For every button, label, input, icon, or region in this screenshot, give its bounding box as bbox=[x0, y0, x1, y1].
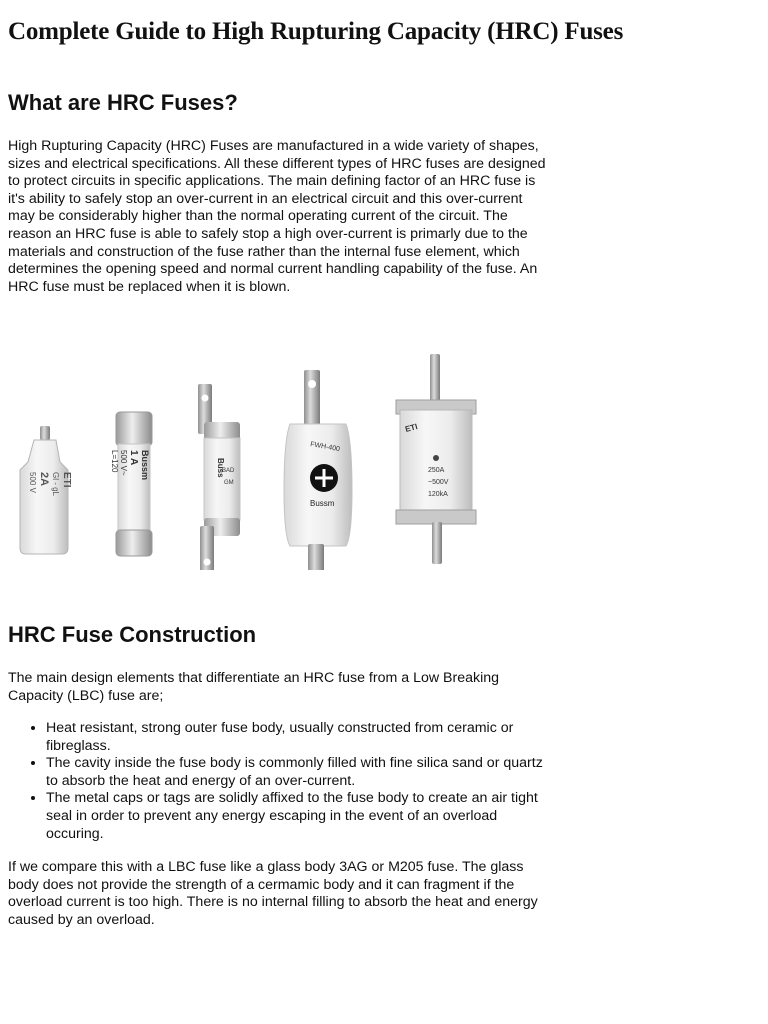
list-item: • Heat resistant, strong outer fuse body, usually constructed from ceramic or fibreglass. bbox=[46, 720, 556, 755]
fuse-label: L=120 bbox=[110, 450, 119, 473]
fuse-label: 2A bbox=[38, 472, 50, 487]
fuse-illustration bbox=[8, 340, 568, 570]
fuse-label: 250A bbox=[428, 467, 445, 474]
fuse-label: 500 V~ bbox=[119, 450, 128, 476]
construction-closing-paragraph: If we compare this with a LBC fuse like a glass body 3AG or M205 fuse. The glass body does not provide the strength of a cermamic body and it can fragment if the overload current is too high. There is no internal filling to absorb the heat and energy caused by an overload. bbox=[8, 859, 538, 928]
fuse-label: Gl - gL bbox=[51, 472, 60, 497]
list-item: • The metal caps or tags are solidly affixed to the fuse body to create an air tight seal in order to prevent any energy escaping in the event of an overload occuring. bbox=[46, 790, 556, 843]
construction-intro: The main design elements that differentiate an HRC fuse from a Low Breaking Capacity (LBC) fuse are; bbox=[8, 670, 500, 704]
list-item: • The cavity inside the fuse body is commonly filled with fine silica sand or quartz to absorb the heat and energy of an over-current. bbox=[46, 755, 556, 790]
section-heading-what-are-hrc-fuses: What are HRC Fuses? bbox=[8, 90, 238, 115]
document-title: Complete Guide to High Rupturing Capacity (HRC) Fuses bbox=[8, 18, 624, 45]
fuse-label: Bussm bbox=[140, 450, 150, 481]
fuse-label: ETI bbox=[404, 422, 419, 434]
bottle-fuse bbox=[20, 426, 72, 554]
section-heading-construction: HRC Fuse Construction bbox=[8, 622, 257, 647]
fuse-label: Buss bbox=[216, 458, 225, 478]
fuse-label: BAD bbox=[222, 468, 235, 474]
fuse-types-figure bbox=[8, 340, 568, 575]
fuse-label: 120kA bbox=[428, 491, 448, 498]
fuse-label: ~500V bbox=[428, 479, 449, 486]
cartridge-fuse bbox=[110, 412, 152, 556]
tagged-fuse bbox=[198, 384, 240, 570]
fuse-label: 500 V bbox=[28, 472, 37, 493]
fuse-label: FWH-400 bbox=[309, 441, 341, 454]
bolted-fuse bbox=[284, 370, 352, 570]
nh-fuse bbox=[396, 354, 476, 564]
section-paragraph-intro: High Rupturing Capacity (HRC) Fuses are manufactured in a wide variety of shapes, sizes and electrical specifications. All these different types of HRC fuses are designed to protect circuits in specific applications. The main defining factor of an HRC fuse is it's ability to safely stop an over-current in an electrical circuit and this over-current may be considerably higher than the normal operating current of the circuit. The reason an HRC fuse is able to safely stop a high over-current is primarly due to the materials and construction of the fuse rather than the internal fuse element, which determines the opening speed and normal current handling capability of the fuse. An HRC fuse must be replaced when it is blown. bbox=[8, 138, 546, 295]
fuse-label: ETI bbox=[61, 472, 72, 488]
fuse-label: GM bbox=[224, 480, 234, 486]
fuse-label: Bussm bbox=[310, 499, 335, 508]
fuse-label: 1 A bbox=[128, 450, 139, 466]
construction-bullet-list bbox=[8, 720, 556, 843]
